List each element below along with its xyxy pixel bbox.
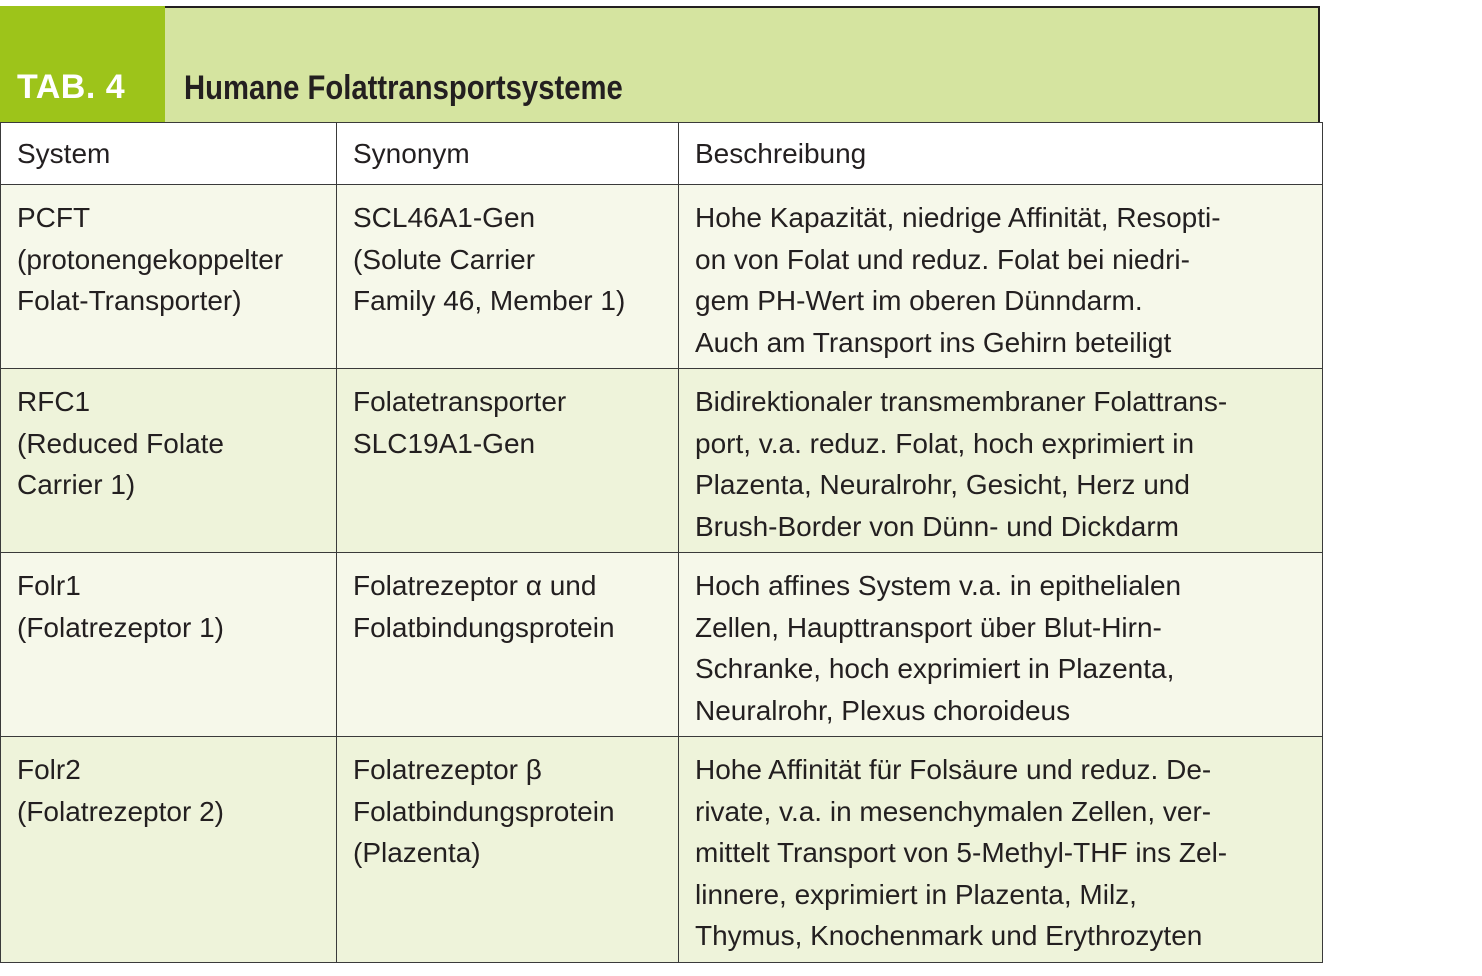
table-row: [1, 185, 1323, 369]
description-text-line: mittelt Transport von 5-Methyl-THF ins Zel-: [695, 837, 1228, 869]
table-title: Humane Folattransportsysteme: [184, 69, 623, 107]
synonym-text-line: Folatrezeptor α und: [353, 570, 597, 601]
cell-system: [1, 369, 337, 553]
description-text-line: Hohe Affinität für Folsäure und reduz. De-: [695, 754, 1212, 785]
table-row: [1, 553, 1323, 737]
description-text-line: Bidirektionaler transmembraner Folattrans-: [695, 386, 1228, 417]
table-number-label: TAB. 4: [0, 6, 165, 122]
system-text-line: (protonengekoppelter: [17, 243, 284, 275]
system-text-line: Carrier 1): [17, 469, 136, 501]
table-title-bar: [0, 6, 1320, 122]
table-row: [1, 369, 1323, 553]
system-text-line: Folr1: [17, 570, 81, 601]
system-text-line: Folat-Transporter): [17, 285, 242, 317]
description-text-line: Zellen, Haupttransport über Blut-Hirn-: [695, 611, 1162, 643]
synonym-text-line: (Plazenta): [353, 837, 481, 869]
cell-description: [679, 737, 1323, 963]
table-row: [1, 737, 1323, 963]
folate-transport-table: [0, 6, 1322, 964]
system-text-line: (Reduced Folate: [17, 427, 225, 459]
synonym-text-line: Folatrezeptor β: [353, 754, 542, 785]
cell-system: [1, 553, 337, 737]
header-description: Beschreibung: [679, 123, 1323, 185]
description-text-line: linnere, exprimiert in Plazenta, Milz,: [695, 878, 1137, 910]
cell-description: [679, 185, 1323, 369]
description-text-line: Auch am Transport ins Gehirn beteiligt: [695, 326, 1172, 358]
synonym-text-line: SLC19A1-Gen: [353, 427, 536, 459]
system-text-line: (Folatrezeptor 2): [17, 795, 224, 827]
synonym-text-line: (Solute Carrier: [353, 243, 536, 275]
system-text-line: PCFT: [17, 202, 91, 233]
description-text-line: Hoch affines System v.a. in epithelialen: [695, 570, 1182, 601]
description-text-line: Brush-Border von Dünn- und Dickdarm: [695, 510, 1179, 542]
description-text-line: Schranke, hoch exprimiert in Plazenta,: [695, 653, 1175, 685]
synonym-text-line: Folatetransporter: [353, 386, 567, 417]
description-text-line: port, v.a. reduz. Folat, hoch exprimiert in: [695, 427, 1195, 459]
header-synonym: Synonym: [337, 123, 679, 185]
system-text-line: Folr2: [17, 754, 81, 785]
synonym-text-line: Folatbindungsprotein: [353, 611, 615, 643]
cell-system: [1, 185, 337, 369]
description-text-line: Neuralrohr, Plexus choroideus: [695, 694, 1071, 726]
description-text-line: rivate, v.a. in mesenchymalen Zellen, ver-: [695, 795, 1212, 827]
cell-synonym: [337, 553, 679, 737]
cell-synonym: [337, 737, 679, 963]
description-text-line: Hohe Kapazität, niedrige Affinität, Resopti-: [695, 202, 1221, 233]
table-body: [1, 185, 1323, 963]
description-text-line: Plazenta, Neuralrohr, Gesicht, Herz und: [695, 469, 1190, 501]
cell-description: [679, 553, 1323, 737]
data-table: [0, 122, 1323, 963]
system-text-line: RFC1: [17, 386, 91, 417]
cell-description: [679, 369, 1323, 553]
synonym-text-line: Folatbindungsprotein: [353, 795, 615, 827]
cell-synonym: [337, 185, 679, 369]
synonym-text-line: SCL46A1-Gen: [353, 202, 536, 233]
description-text-line: on von Folat und reduz. Folat bei niedri-: [695, 243, 1190, 275]
cell-synonym: [337, 369, 679, 553]
system-text-line: (Folatrezeptor 1): [17, 611, 224, 643]
synonym-text-line: Family 46, Member 1): [353, 285, 626, 317]
table-header-row: [1, 123, 1323, 185]
header-system: System: [1, 123, 337, 185]
description-text-line: Thymus, Knochenmark und Erythrozyten: [695, 920, 1203, 952]
description-text-line: gem PH-Wert im oberen Dünndarm.: [695, 285, 1143, 317]
cell-system: [1, 737, 337, 963]
